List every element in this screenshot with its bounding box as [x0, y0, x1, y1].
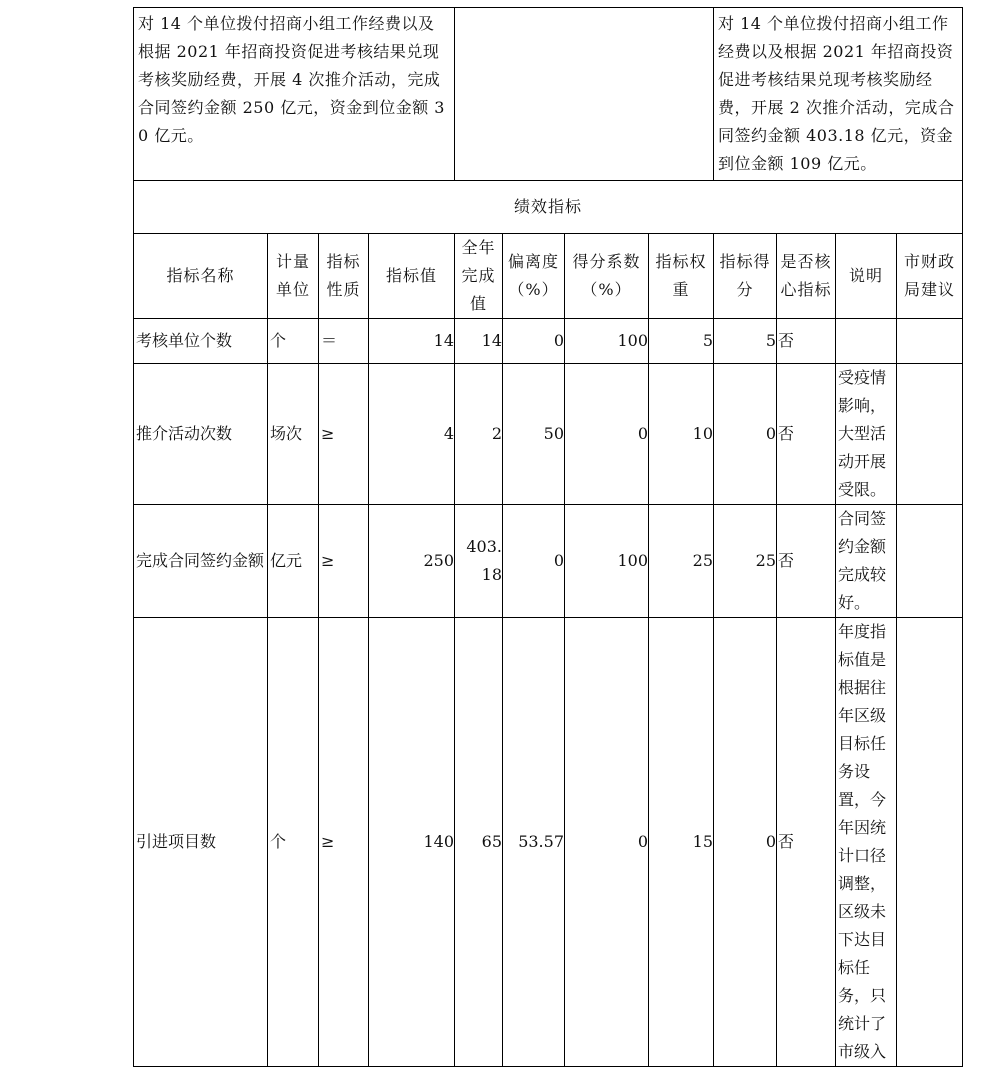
indicator-note: 合同签约金额完成较好。 [836, 505, 897, 618]
table-row [134, 505, 963, 618]
indicator-target: 250 [369, 505, 455, 618]
indicator-deviation: 0 [503, 505, 565, 618]
performance-table [133, 7, 963, 1067]
indicator-weight: 10 [649, 364, 714, 505]
indicator-score: 5 [714, 319, 777, 364]
indicator-name: 考核单位个数 [134, 319, 268, 364]
indicator-core: 否 [777, 505, 836, 618]
header-deviation: 偏离度（%） [503, 234, 565, 319]
indicator-deviation: 53.57 [503, 618, 565, 1067]
indicator-target: 140 [369, 618, 455, 1067]
indicator-unit: 场次 [268, 364, 319, 505]
header-nature: 指标性质 [319, 234, 369, 319]
indicator-nature: ≥ [319, 364, 369, 505]
indicator-weight: 5 [649, 319, 714, 364]
indicator-advice [897, 364, 963, 505]
blank-middle-cell [455, 8, 714, 181]
header-unit: 计量单位 [268, 234, 319, 319]
indicator-actual: 403.18 [455, 505, 503, 618]
header-name: 指标名称 [134, 234, 268, 319]
header-advice: 市财政局建议 [897, 234, 963, 319]
header-core: 是否核心指标 [777, 234, 836, 319]
indicator-actual: 14 [455, 319, 503, 364]
actual-description: 对 14 个单位拨付招商小组工作经费以及根据 2021 年招商投资促进考核结果兑现考核奖励经费，开展 2 次推介活动，完成合同签约金额 403.18 亿元，资金到位金额 109 亿元。 [714, 8, 963, 181]
indicator-advice [897, 319, 963, 364]
indicator-unit: 亿元 [268, 505, 319, 618]
section-title: 绩效指标 [134, 181, 963, 234]
table-row [134, 618, 963, 1067]
section-row [134, 181, 963, 234]
indicator-deviation: 50 [503, 364, 565, 505]
header-row [134, 234, 963, 319]
narrative-row [134, 8, 963, 181]
indicator-core: 否 [777, 618, 836, 1067]
indicator-weight: 15 [649, 618, 714, 1067]
indicator-target: 14 [369, 319, 455, 364]
indicator-advice [897, 505, 963, 618]
indicator-name: 引进项目数 [134, 618, 268, 1067]
table-row [134, 319, 963, 364]
indicator-unit: 个 [268, 319, 319, 364]
indicator-core: 否 [777, 364, 836, 505]
indicator-core: 否 [777, 319, 836, 364]
indicator-actual: 2 [455, 364, 503, 505]
indicator-actual: 65 [455, 618, 503, 1067]
indicator-unit: 个 [268, 618, 319, 1067]
indicator-note: 受疫情影响，大型活动开展受限。 [836, 364, 897, 505]
table-row [134, 364, 963, 505]
indicator-score: 25 [714, 505, 777, 618]
header-actual: 全年完成值 [455, 234, 503, 319]
indicator-nature: ＝ [319, 319, 369, 364]
header-target: 指标值 [369, 234, 455, 319]
header-score: 指标得分 [714, 234, 777, 319]
indicator-note [836, 319, 897, 364]
header-weight: 指标权重 [649, 234, 714, 319]
indicator-name: 推介活动次数 [134, 364, 268, 505]
indicator-coef: 100 [565, 319, 649, 364]
indicator-advice [897, 618, 963, 1067]
indicator-score: 0 [714, 364, 777, 505]
indicator-coef: 100 [565, 505, 649, 618]
header-coef: 得分系数（%） [565, 234, 649, 319]
indicator-note: 年度指标值是根据往年区级目标任务设置，今年因统计口径调整，区级未下达目标任务，只统计了市级入 [836, 618, 897, 1067]
indicator-coef: 0 [565, 364, 649, 505]
indicator-score: 0 [714, 618, 777, 1067]
indicator-weight: 25 [649, 505, 714, 618]
indicator-target: 4 [369, 364, 455, 505]
indicator-nature: ≥ [319, 618, 369, 1067]
target-description: 对 14 个单位拨付招商小组工作经费以及根据 2021 年招商投资促进考核结果兑现考核奖励经费，开展 4 次推介活动，完成合同签约金额 250 亿元，资金到位金额 30 亿元。 [134, 8, 455, 181]
indicator-deviation: 0 [503, 319, 565, 364]
indicator-nature: ≥ [319, 505, 369, 618]
indicator-name: 完成合同签约金额 [134, 505, 268, 618]
header-note: 说明 [836, 234, 897, 319]
indicator-coef: 0 [565, 618, 649, 1067]
